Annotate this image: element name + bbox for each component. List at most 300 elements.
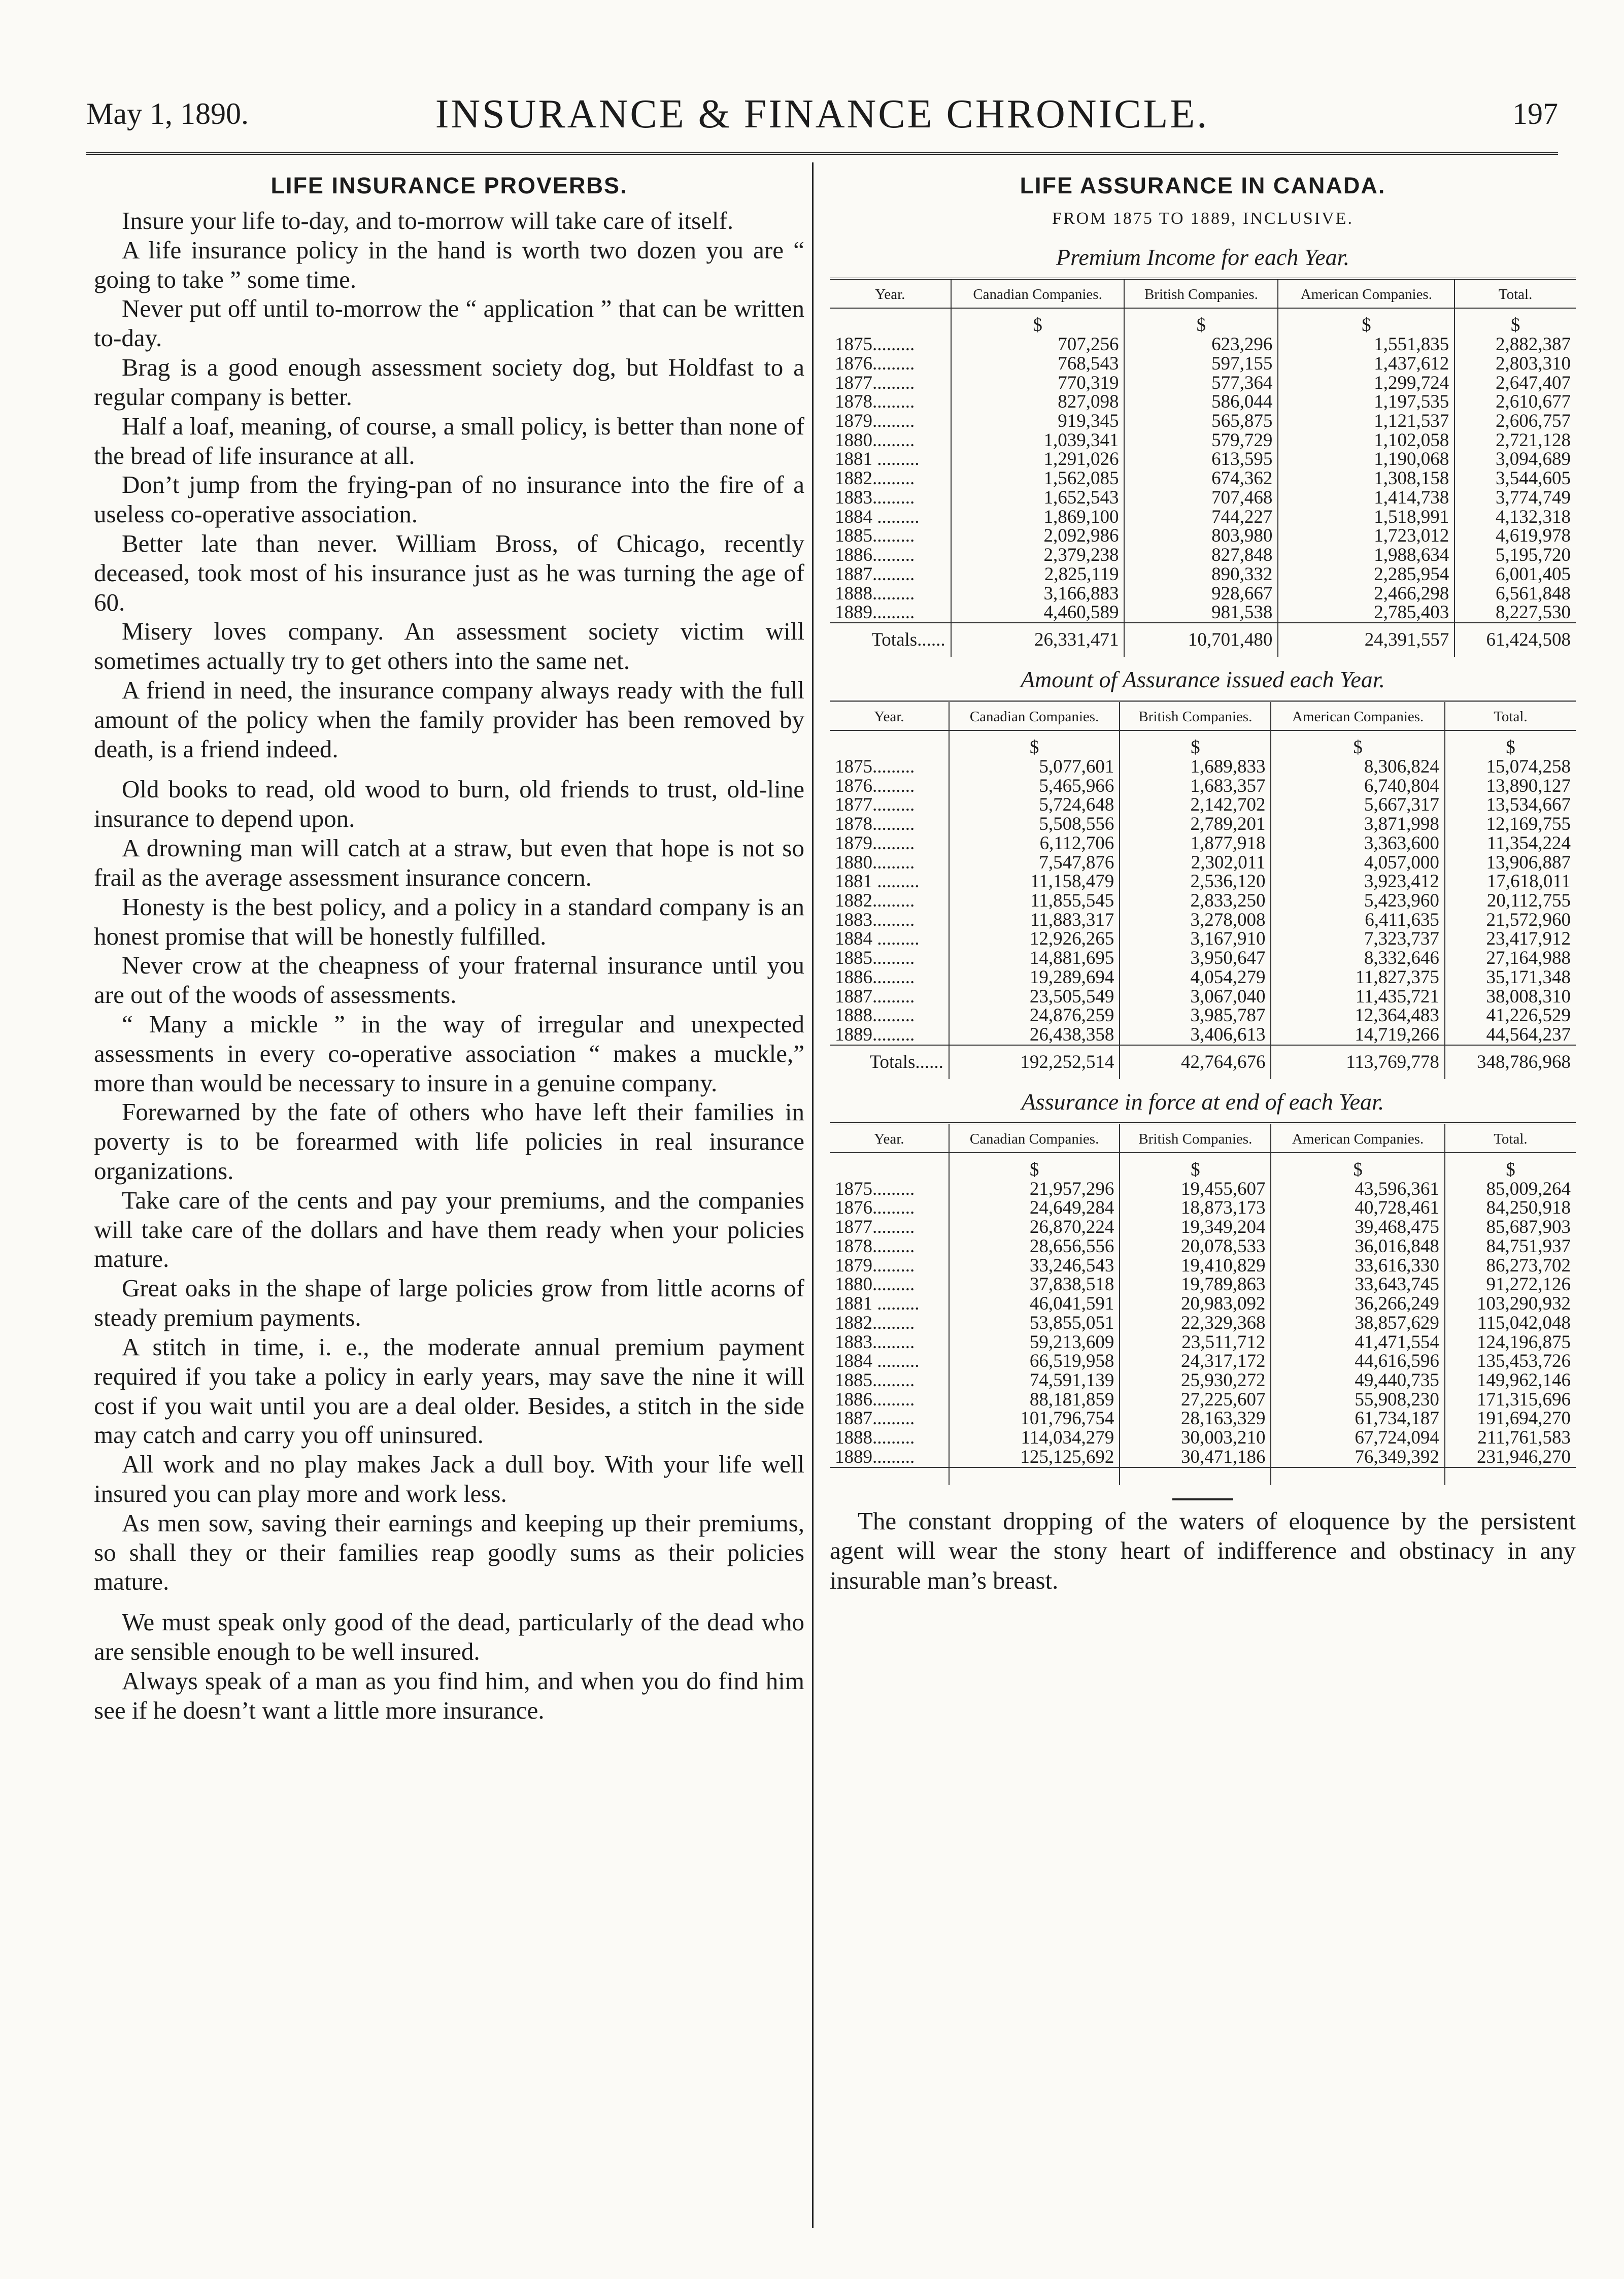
total-cell: 84,250,918	[1445, 1198, 1576, 1218]
table-row	[830, 987, 1576, 1007]
british-cell: 827,848	[1124, 546, 1278, 565]
total-cell: 13,906,887	[1445, 853, 1576, 873]
currency-symbol: $	[1445, 730, 1576, 757]
british-cell: 18,873,173	[1120, 1198, 1271, 1218]
canadian-cell: 11,855,545	[949, 891, 1120, 911]
proverb-paragraph: Better late than never. William Bross, of Chicago, recently deceased, took most of his insurance just as he was turning the age of 60.	[94, 529, 804, 616]
british-cell: 707,468	[1124, 488, 1278, 508]
canadian-cell: 19,289,694	[949, 968, 1120, 987]
american-cell: 2,466,298	[1278, 584, 1454, 604]
table-row	[830, 1198, 1576, 1218]
year-cell: 1884 .........	[835, 1351, 920, 1372]
british-cell: 27,225,607	[1120, 1390, 1271, 1410]
american-cell: 2,285,954	[1278, 565, 1454, 584]
column-header-british: British Companies.	[1120, 701, 1271, 730]
table-row	[830, 1333, 1576, 1352]
table-row	[830, 795, 1576, 815]
canadian-cell: 11,883,317	[949, 911, 1120, 930]
total-cell: 13,890,127	[1445, 777, 1576, 796]
total-cell: 86,273,702	[1445, 1256, 1576, 1276]
statistics-table	[830, 700, 1576, 1079]
american-cell: 1,518,991	[1278, 508, 1454, 527]
column-header-american: American Companies.	[1271, 1123, 1444, 1153]
canadian-cell: 7,547,876	[949, 853, 1120, 873]
total-cell: 44,564,237	[1445, 1025, 1576, 1045]
table-row	[830, 949, 1576, 968]
table-row	[830, 891, 1576, 911]
table-row	[830, 1275, 1576, 1294]
empty-cell	[830, 308, 951, 335]
canadian-cell: 24,876,259	[949, 1006, 1120, 1025]
separator-rule	[1172, 1498, 1233, 1500]
year-cell: 1887.........	[835, 986, 915, 1007]
column-header-american: American Companies.	[1271, 701, 1444, 730]
total-cell: 2,803,310	[1454, 354, 1576, 374]
year-cell: 1877.........	[835, 372, 915, 393]
column-header-canadian: Canadian Companies.	[949, 701, 1120, 730]
table-row	[830, 546, 1576, 565]
british-cell: 25,930,272	[1120, 1371, 1271, 1390]
british-cell: 3,406,613	[1120, 1025, 1271, 1045]
column-header-canadian: Canadian Companies.	[949, 1123, 1120, 1153]
american-cell: 41,471,554	[1271, 1333, 1444, 1352]
american-cell: 1,102,058	[1278, 431, 1454, 450]
american-cell: 2,785,403	[1278, 603, 1454, 623]
british-cell: 3,278,008	[1120, 911, 1271, 930]
canadian-cell: 33,246,543	[949, 1256, 1120, 1276]
british-cell: 577,364	[1124, 374, 1278, 393]
canadian-cell: 1,869,100	[951, 508, 1125, 527]
year-cell: 1885.........	[835, 525, 915, 547]
table-row	[830, 853, 1576, 873]
american-cell: 55,908,230	[1271, 1390, 1444, 1410]
american-cell: 43,596,361	[1271, 1180, 1444, 1199]
total-cell: 41,226,529	[1445, 1006, 1576, 1025]
year-cell: 1879.........	[835, 832, 915, 854]
total-cell: 85,009,264	[1445, 1180, 1576, 1199]
british-cell: 803,980	[1124, 526, 1278, 546]
table-row	[830, 603, 1576, 623]
year-cell: 1879.........	[835, 410, 915, 431]
canadian-cell: 88,181,859	[949, 1390, 1120, 1410]
proverb-paragraph: As men sow, saving their earnings and keeping up their premiums, so shall they or their families reap goodly sums as their policies mature.	[94, 1509, 804, 1596]
american-cell: 76,349,392	[1271, 1448, 1444, 1467]
year-cell: 1889.........	[835, 602, 915, 623]
british-cell: 2,142,702	[1120, 795, 1271, 815]
british-cell: 674,362	[1124, 469, 1278, 488]
table-row	[830, 1218, 1576, 1237]
total-cell: 4,619,978	[1454, 526, 1576, 546]
currency-row	[830, 1153, 1576, 1180]
total-cell: 8,227,530	[1454, 603, 1576, 623]
british-cell: 3,067,040	[1120, 987, 1271, 1007]
proverb-paragraph: “ Many a mickle ” in the way of irregular and unexpected assessments in every co-operative association “ makes a muckle,” more than would be necessary to insure in a genuine company.	[94, 1010, 804, 1097]
year-cell: 1885.........	[835, 1369, 915, 1391]
page-header	[86, 91, 1558, 142]
american-cell: 1,988,634	[1278, 546, 1454, 565]
canadian-cell: 707,256	[951, 335, 1125, 354]
table-row	[830, 872, 1576, 891]
empty-cell	[830, 1153, 949, 1180]
canadian-cell: 23,505,549	[949, 987, 1120, 1007]
currency-symbol: $	[951, 308, 1125, 335]
table-row	[830, 1006, 1576, 1025]
canadian-cell: 5,508,556	[949, 815, 1120, 834]
table-row	[830, 1371, 1576, 1390]
table-row	[830, 508, 1576, 527]
canadian-cell: 12,926,265	[949, 929, 1120, 949]
canadian-cell: 24,649,284	[949, 1198, 1120, 1218]
year-cell: 1881 .........	[835, 871, 920, 892]
british-cell: 4,054,279	[1120, 968, 1271, 987]
year-cell: 1880.........	[835, 1274, 915, 1295]
statistics-table	[830, 1122, 1576, 1485]
year-cell: 1886.........	[835, 966, 915, 988]
proverbs-title: LIFE INSURANCE PROVERBS.	[270, 173, 628, 198]
currency-symbol: $	[1271, 730, 1444, 757]
american-cell: 6,411,635	[1271, 911, 1444, 930]
british-cell: 20,983,092	[1120, 1294, 1271, 1314]
proverb-paragraph: A drowning man will catch at a straw, but even that hope is not so frail as the average assessment insurance concern.	[94, 834, 804, 891]
british-cell: 19,410,829	[1120, 1256, 1271, 1276]
american-cell: 33,643,745	[1271, 1275, 1444, 1294]
american-cell: 8,332,646	[1271, 949, 1444, 968]
british-cell: 1,689,833	[1120, 757, 1271, 777]
table-row	[830, 335, 1576, 354]
blank-cell	[1445, 1467, 1576, 1485]
year-cell: 1875.........	[835, 1178, 915, 1199]
year-cell: 1888.........	[835, 1427, 915, 1449]
british-cell: 597,155	[1124, 354, 1278, 374]
total-cell: 3,094,689	[1454, 450, 1576, 469]
table-row	[830, 1025, 1576, 1045]
total-cell: 5,195,720	[1454, 546, 1576, 565]
year-cell: 1877.........	[835, 794, 915, 816]
american-total: 24,391,557	[1278, 623, 1454, 657]
british-cell: 19,789,863	[1120, 1275, 1271, 1294]
table-row	[830, 911, 1576, 930]
proverb-paragraph: Old books to read, old wood to burn, old friends to trust, old-line insurance to depend upon.	[94, 775, 804, 833]
canadian-cell: 4,460,589	[951, 603, 1125, 623]
american-cell: 3,871,998	[1271, 815, 1444, 834]
proverb-paragraph: We must speak only good of the dead, particularly of the dead who are sensible enough to be well insured.	[94, 1608, 804, 1665]
british-cell: 30,471,186	[1120, 1448, 1271, 1467]
year-cell: 1881 .........	[835, 1293, 920, 1315]
total-cell: 171,315,696	[1445, 1390, 1576, 1410]
year-cell: 1885.........	[835, 948, 915, 969]
table-row	[830, 929, 1576, 949]
year-cell: 1884 .........	[835, 506, 920, 527]
year-cell: 1880.........	[835, 852, 915, 873]
total-cell: 149,962,146	[1445, 1371, 1576, 1390]
total-cell: 84,751,937	[1445, 1237, 1576, 1256]
year-cell: 1883.........	[835, 909, 915, 930]
year-cell: 1875.........	[835, 756, 915, 777]
currency-symbol: $	[949, 1153, 1120, 1180]
table-caption: Amount of Assurance issued each Year.	[1020, 666, 1385, 692]
year-cell: 1881 .........	[835, 449, 920, 470]
table-row	[830, 469, 1576, 488]
totals-label: Totals......	[830, 623, 951, 657]
british-cell: 586,044	[1124, 392, 1278, 412]
total-total: 61,424,508	[1454, 623, 1576, 657]
year-cell: 1887.........	[835, 563, 915, 585]
year-cell: 1880.........	[835, 429, 915, 451]
total-cell: 15,074,258	[1445, 757, 1576, 777]
canadian-total: 192,252,514	[949, 1045, 1120, 1079]
canadian-cell: 2,092,986	[951, 526, 1125, 546]
year-cell: 1883.........	[835, 487, 915, 508]
table-header-row	[830, 279, 1576, 308]
british-total: 42,764,676	[1120, 1045, 1271, 1079]
year-cell: 1888.........	[835, 583, 915, 604]
year-cell: 1886.........	[835, 1389, 915, 1410]
british-cell: 2,789,201	[1120, 815, 1271, 834]
total-cell: 91,272,126	[1445, 1275, 1576, 1294]
canadian-cell: 37,838,518	[949, 1275, 1120, 1294]
table-row	[830, 777, 1576, 796]
statistics-table	[830, 278, 1576, 657]
total-cell: 191,694,270	[1445, 1409, 1576, 1428]
total-cell: 35,171,348	[1445, 968, 1576, 987]
total-cell: 12,169,755	[1445, 815, 1576, 834]
american-cell: 11,435,721	[1271, 987, 1444, 1007]
american-cell: 61,734,187	[1271, 1409, 1444, 1428]
currency-symbol: $	[1271, 1153, 1444, 1180]
proverb-paragraph: A life insurance policy in the hand is worth two dozen you are “ going to take ” some time.	[94, 236, 804, 293]
table-row	[830, 431, 1576, 450]
currency-symbol: $	[1278, 308, 1454, 335]
header-rule	[86, 152, 1558, 158]
table-row	[830, 1256, 1576, 1276]
canadian-cell: 101,796,754	[949, 1409, 1120, 1428]
column-divider	[812, 162, 814, 2228]
british-cell: 744,227	[1124, 508, 1278, 527]
proverb-paragraph: A stitch in time, i. e., the moderate annual premium payment required if you take a policy in early years, may save the nine it will cost if you wait until you are a deal older. Besides, a stitch in the side may catch and carry you off uninsured.	[94, 1332, 804, 1449]
british-cell: 2,302,011	[1120, 853, 1271, 873]
blank-cell	[830, 1467, 949, 1485]
masthead-title: INSURANCE & FINANCE CHRONICLE.	[435, 92, 1209, 137]
table-row	[830, 392, 1576, 412]
currency-symbol: $	[1454, 308, 1576, 335]
totals-row	[830, 1045, 1576, 1079]
british-total: 10,701,480	[1124, 623, 1278, 657]
year-cell: 1877.........	[835, 1217, 915, 1238]
column-header-total: Total.	[1445, 701, 1576, 730]
total-cell: 2,882,387	[1454, 335, 1576, 354]
american-cell: 3,363,600	[1271, 834, 1444, 853]
right-column	[830, 173, 1576, 1596]
british-cell: 23,511,712	[1120, 1333, 1271, 1352]
canadian-cell: 28,656,556	[949, 1237, 1120, 1256]
canadian-cell: 26,438,358	[949, 1025, 1120, 1045]
total-cell: 6,561,848	[1454, 584, 1576, 604]
american-cell: 36,266,249	[1271, 1294, 1444, 1314]
blank-cell	[949, 1467, 1120, 1485]
total-total: 348,786,968	[1445, 1045, 1576, 1079]
total-cell: 231,946,270	[1445, 1448, 1576, 1467]
table-row	[830, 584, 1576, 604]
proverb-paragraph: Never put off until to-morrow the “ application ” that can be written to-day.	[94, 294, 804, 352]
total-cell: 115,042,048	[1445, 1314, 1576, 1333]
year-cell: 1883.........	[835, 1331, 915, 1353]
british-cell: 24,317,172	[1120, 1352, 1271, 1371]
proverb-paragraph: Half a loaf, meaning, of course, a small policy, is better than none of the bread of life insurance at all.	[94, 412, 804, 470]
table-row	[830, 374, 1576, 393]
british-cell: 3,985,787	[1120, 1006, 1271, 1025]
total-cell: 13,534,667	[1445, 795, 1576, 815]
blank-cell	[1271, 1467, 1444, 1485]
column-header-total: Total.	[1454, 279, 1576, 308]
total-cell: 2,721,128	[1454, 431, 1576, 450]
table-row	[830, 1448, 1576, 1467]
table-caption: Assurance in force at end of each Year.	[1021, 1088, 1384, 1115]
total-cell: 38,008,310	[1445, 987, 1576, 1007]
british-cell: 981,538	[1124, 603, 1278, 623]
total-cell: 11,354,224	[1445, 834, 1576, 853]
proverb-paragraph: Don’t jump from the frying-pan of no insurance into the fire of a useless co-operative association.	[94, 471, 804, 528]
canadian-cell: 74,591,139	[949, 1371, 1120, 1390]
column-header-british: British Companies.	[1120, 1123, 1271, 1153]
statistics-title: LIFE ASSURANCE IN CANADA.	[1020, 173, 1386, 198]
american-cell: 5,667,317	[1271, 795, 1444, 815]
totals-row	[830, 623, 1576, 657]
british-cell: 30,003,210	[1120, 1428, 1271, 1448]
year-cell: 1879.........	[835, 1255, 915, 1276]
column-header-british: British Companies.	[1124, 279, 1278, 308]
british-cell: 19,455,607	[1120, 1180, 1271, 1199]
canadian-cell: 125,125,692	[949, 1448, 1120, 1467]
proverb-paragraph: Great oaks in the shape of large policies grow from little acorns of steady premium payments.	[94, 1274, 804, 1332]
total-cell: 2,606,757	[1454, 412, 1576, 431]
column-header-year: Year.	[830, 701, 949, 730]
canadian-cell: 5,077,601	[949, 757, 1120, 777]
american-cell: 8,306,824	[1271, 757, 1444, 777]
table-row	[830, 968, 1576, 987]
british-cell: 1,877,918	[1120, 834, 1271, 853]
currency-row	[830, 730, 1576, 757]
year-cell: 1882.........	[835, 468, 915, 489]
british-cell: 22,329,368	[1120, 1314, 1271, 1333]
canadian-total: 26,331,471	[951, 623, 1125, 657]
table-row	[830, 834, 1576, 853]
total-cell: 211,761,583	[1445, 1428, 1576, 1448]
american-cell: 36,016,848	[1271, 1237, 1444, 1256]
total-cell: 135,453,726	[1445, 1352, 1576, 1371]
blank-row	[830, 1467, 1576, 1485]
closing-paragraph: The constant dropping of the waters of eloquence by the persistent agent will wear the stony heart of indifference and obstinacy in any insurable man’s breast.	[830, 1506, 1576, 1595]
total-cell: 2,610,677	[1454, 392, 1576, 412]
american-cell: 1,299,724	[1278, 374, 1454, 393]
canadian-cell: 827,098	[951, 392, 1125, 412]
proverb-paragraph: Honesty is the best policy, and a policy in a standard company is an honest promise that will be honestly fulfilled.	[94, 892, 804, 950]
american-cell: 1,121,537	[1278, 412, 1454, 431]
british-cell: 928,667	[1124, 584, 1278, 604]
column-header-year: Year.	[830, 1123, 949, 1153]
american-total: 113,769,778	[1271, 1045, 1444, 1079]
total-cell: 4,132,318	[1454, 508, 1576, 527]
proverb-paragraph: Forewarned by the fate of others who have left their families in poverty is to be forearmed with life policies in real insurance organizations.	[94, 1098, 804, 1185]
british-cell: 623,296	[1124, 335, 1278, 354]
table-row	[830, 1352, 1576, 1371]
currency-symbol: $	[1124, 308, 1278, 335]
american-cell: 44,616,596	[1271, 1352, 1444, 1371]
proverb-paragraph: Take care of the cents and pay your premiums, and the companies will take care of the dollars and have them ready when your policies mature.	[94, 1186, 804, 1273]
american-cell: 3,923,412	[1271, 872, 1444, 891]
canadian-cell: 6,112,706	[949, 834, 1120, 853]
canadian-cell: 53,855,051	[949, 1314, 1120, 1333]
table-row	[830, 488, 1576, 508]
proverb-paragraph: A friend in need, the insurance company always ready with the full amount of the policy when the family provider has been removed by death, is a friend indeed.	[94, 676, 804, 763]
proverb-paragraph: Never crow at the cheapness of your fraternal insurance until you are out of the woods of assessments.	[94, 951, 804, 1009]
total-cell: 3,774,749	[1454, 488, 1576, 508]
british-cell: 890,332	[1124, 565, 1278, 584]
column-header-american: American Companies.	[1278, 279, 1454, 308]
currency-symbol: $	[1120, 730, 1271, 757]
total-cell: 17,618,011	[1445, 872, 1576, 891]
american-cell: 1,723,012	[1278, 526, 1454, 546]
american-cell: 1,551,835	[1278, 335, 1454, 354]
canadian-cell: 1,291,026	[951, 450, 1125, 469]
year-cell: 1876.........	[835, 353, 915, 374]
column-header-year: Year.	[830, 279, 951, 308]
proverb-paragraph: Misery loves company. An assessment society victim will sometimes actually try to get others into the same net.	[94, 617, 804, 675]
proverb-paragraph: Brag is a good enough assessment society dog, but Holdfast to a regular company is better.	[94, 353, 804, 411]
column-header-total: Total.	[1445, 1123, 1576, 1153]
american-cell: 49,440,735	[1271, 1371, 1444, 1390]
table-row	[830, 1314, 1576, 1333]
american-cell: 14,719,266	[1271, 1025, 1444, 1045]
canadian-cell: 11,158,479	[949, 872, 1120, 891]
american-cell: 12,364,483	[1271, 1006, 1444, 1025]
british-cell: 20,078,533	[1120, 1237, 1271, 1256]
british-cell: 28,163,329	[1120, 1409, 1271, 1428]
year-cell: 1886.........	[835, 545, 915, 566]
total-cell: 124,196,875	[1445, 1333, 1576, 1352]
year-cell: 1889.........	[835, 1446, 915, 1467]
table-row	[830, 815, 1576, 834]
total-cell: 6,001,405	[1454, 565, 1576, 584]
table-header-row	[830, 1123, 1576, 1153]
statistics-tables	[830, 244, 1576, 1485]
british-cell: 565,875	[1124, 412, 1278, 431]
currency-symbol: $	[949, 730, 1120, 757]
year-cell: 1887.........	[835, 1408, 915, 1429]
table-row	[830, 526, 1576, 546]
totals-label: Totals......	[830, 1045, 949, 1079]
table-row	[830, 1428, 1576, 1448]
canadian-cell: 5,724,648	[949, 795, 1120, 815]
year-cell: 1875.........	[835, 334, 915, 355]
canadian-cell: 26,870,224	[949, 1218, 1120, 1237]
total-cell: 103,290,932	[1445, 1294, 1576, 1314]
empty-cell	[830, 730, 949, 757]
canadian-cell: 66,519,958	[949, 1352, 1120, 1371]
statistics-subtitle: FROM 1875 TO 1889, INCLUSIVE.	[1052, 209, 1354, 228]
american-cell: 5,423,960	[1271, 891, 1444, 911]
american-cell: 39,468,475	[1271, 1218, 1444, 1237]
currency-symbol: $	[1120, 1153, 1271, 1180]
canadian-cell: 59,213,609	[949, 1333, 1120, 1352]
total-cell: 3,544,605	[1454, 469, 1576, 488]
american-cell: 67,724,094	[1271, 1428, 1444, 1448]
table-row	[830, 1237, 1576, 1256]
american-cell: 1,414,738	[1278, 488, 1454, 508]
american-cell: 6,740,804	[1271, 777, 1444, 796]
canadian-cell: 1,039,341	[951, 431, 1125, 450]
blank-cell	[1120, 1467, 1271, 1485]
total-cell: 2,647,407	[1454, 374, 1576, 393]
